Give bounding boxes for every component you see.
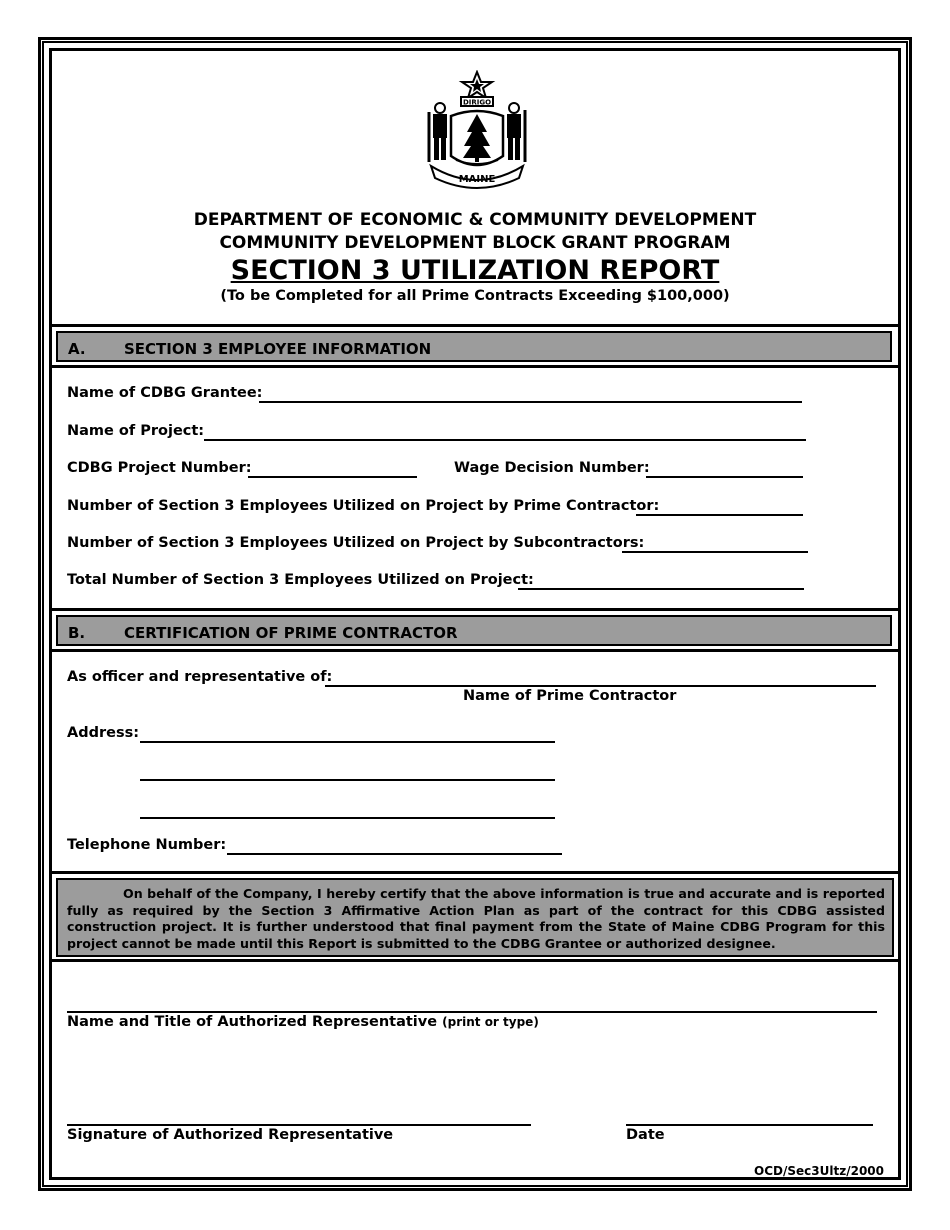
date-field[interactable]: [626, 1124, 873, 1126]
total-employees-field[interactable]: [518, 588, 804, 590]
certification-box: [56, 878, 894, 957]
address-field-1[interactable]: [140, 741, 555, 743]
telephone-label: Telephone Number:: [67, 837, 227, 853]
seal-motto: DIRIGO: [462, 98, 492, 107]
form-code: OCD/Sec3Ultz/2000: [754, 1164, 884, 1178]
grantee-label: Name of CDBG Grantee:: [67, 385, 263, 401]
page-title: SECTION 3 UTILIZATION REPORT: [230, 255, 720, 286]
prime-employees-label: Number of Section 3 Employees Utilized on Project by Prime Contractor:: [67, 498, 660, 514]
section-a-header: [56, 331, 892, 362]
address-field-2[interactable]: [140, 779, 555, 781]
total-employees-label: Total Number of Section 3 Employees Utilized on Project:: [67, 572, 534, 588]
section-a-letter: A.: [68, 340, 86, 358]
wage-decision-field[interactable]: [646, 476, 803, 478]
name-title-note: (print or type): [442, 1015, 539, 1029]
section-divider: [52, 871, 898, 874]
project-name-field[interactable]: [204, 439, 806, 441]
signature-field[interactable]: [67, 1124, 531, 1126]
section-divider: [52, 608, 898, 611]
project-number-field[interactable]: [248, 476, 417, 478]
section-divider: [52, 649, 898, 652]
program-heading: COMMUNITY DEVELOPMENT BLOCK GRANT PROGRAM: [219, 233, 731, 253]
address-field-3[interactable]: [140, 817, 555, 819]
sub-employees-label: Number of Section 3 Employees Utilized on Project by Subcontractors:: [67, 535, 645, 551]
telephone-field[interactable]: [227, 853, 562, 855]
wage-decision-label: Wage Decision Number:: [454, 460, 650, 476]
project-number-label: CDBG Project Number:: [67, 460, 252, 476]
seal-text: MAINE: [458, 174, 496, 185]
prime-contractor-field[interactable]: [325, 685, 876, 687]
grantee-field[interactable]: [259, 401, 802, 403]
name-title-field[interactable]: [67, 1011, 877, 1013]
name-title-text: Name and Title of Authorized Representative: [67, 1014, 438, 1030]
section-a-title: SECTION 3 EMPLOYEE INFORMATION: [124, 340, 432, 358]
section-divider: [52, 959, 898, 962]
page-subtitle: (To be Completed for all Prime Contracts Exceeding $100,000): [220, 288, 730, 304]
maine-seal-icon: [423, 70, 531, 195]
section-b-header: [56, 615, 892, 646]
address-label: Address:: [67, 725, 140, 741]
signature-label: Signature of Authorized Representative: [67, 1127, 394, 1143]
certification-text: On behalf of the Company, I hereby certify that the above information is true and accurate and is reported fully as required by the Section 3 Affirmative Action Plan as part of the contract for this CDBG assisted construction project. It is further understood that final payment from the State of Maine CDBG Program for this project cannot be made until this Report is submitted to the CDBG Grantee or authorized designee.: [67, 886, 885, 951]
department-heading: DEPARTMENT OF ECONOMIC & COMMUNITY DEVELOPMENT: [193, 210, 757, 230]
section-b-letter: B.: [68, 624, 86, 642]
date-label: Date: [626, 1127, 665, 1143]
section-b-title: CERTIFICATION OF PRIME CONTRACTOR: [124, 624, 458, 642]
section-divider: [52, 365, 898, 368]
section-divider: [52, 324, 898, 327]
sub-employees-field[interactable]: [622, 551, 808, 553]
project-name-label: Name of Project:: [67, 423, 205, 439]
prime-contractor-caption: Name of Prime Contractor: [463, 688, 677, 704]
name-title-label: [67, 1014, 539, 1030]
officer-label: As officer and representative of:: [67, 669, 333, 685]
prime-employees-field[interactable]: [636, 514, 803, 516]
